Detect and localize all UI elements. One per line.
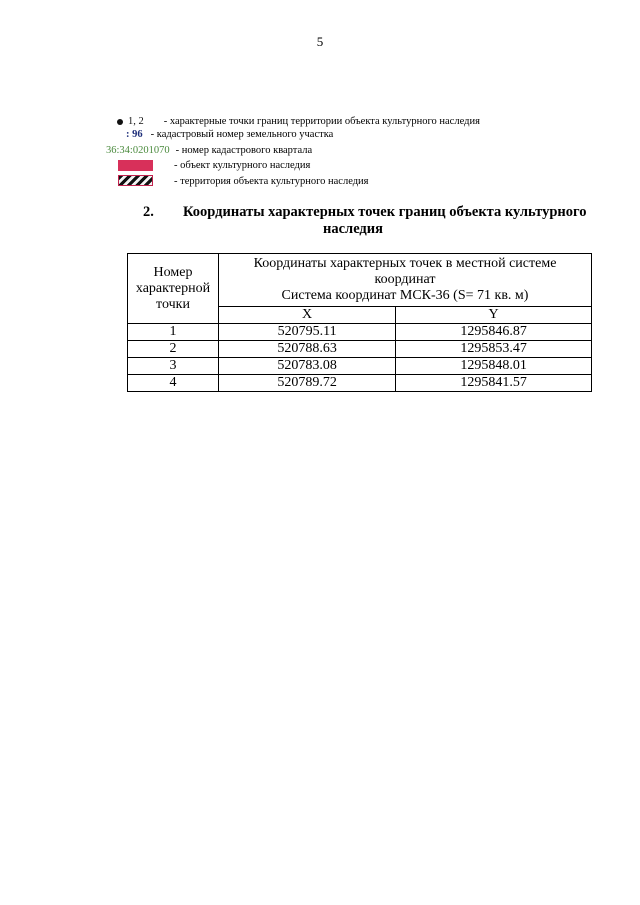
legend-item-parcel — [126, 129, 333, 141]
point-number: 3 — [128, 358, 219, 375]
coordinate-system-label: Система координат МСК-36 (S= 71 кв. м) — [281, 288, 529, 303]
heritage-territory-swatch-icon — [118, 175, 153, 186]
legend-text: - номер кадастрового квартала — [175, 145, 313, 156]
coordinates-table — [127, 253, 592, 392]
page-number: 5 — [316, 34, 324, 49]
table-row — [128, 324, 592, 341]
legend-item-points — [117, 116, 480, 128]
header-line: точки — [156, 296, 190, 312]
header-line: Координаты характерных точек в местной системе — [253, 256, 557, 271]
y-value: 1295841.57 — [396, 375, 592, 392]
heritage-object-swatch-icon — [118, 160, 153, 171]
x-value: 520789.72 — [219, 375, 396, 392]
legend-item-quarter — [106, 145, 312, 157]
table-header-row — [128, 254, 592, 307]
legend-text: - кадастровый номер земельного участка — [150, 129, 334, 140]
legend-item-territory — [174, 176, 369, 188]
header-line: характерной — [135, 280, 211, 296]
legend-code: : 96 — [126, 129, 143, 140]
header-line: координат — [374, 272, 436, 287]
legend-text: - характерные точки границ территории объекта культурного наследия — [163, 116, 480, 127]
point-number: 2 — [128, 341, 219, 358]
x-header: X — [219, 307, 396, 324]
legend-code: 1, 2 — [128, 116, 144, 127]
table-row — [128, 358, 592, 375]
point-marker-icon — [117, 119, 123, 125]
legend-text: - объект культурного наследия — [174, 160, 311, 171]
point-number: 4 — [128, 375, 219, 392]
y-value: 1295846.87 — [396, 324, 592, 341]
coordinates-header — [219, 254, 592, 307]
x-value: 520788.63 — [219, 341, 396, 358]
y-header: Y — [396, 307, 592, 324]
point-number: 1 — [128, 324, 219, 341]
y-value: 1295848.01 — [396, 358, 592, 375]
header-line: Номер — [153, 264, 193, 280]
x-value: 520795.11 — [219, 324, 396, 341]
table-row — [128, 375, 592, 392]
legend-item-object — [174, 160, 310, 172]
x-value: 520783.08 — [219, 358, 396, 375]
y-value: 1295853.47 — [396, 341, 592, 358]
table-row — [128, 341, 592, 358]
point-number-header — [128, 254, 219, 324]
section-title: Координаты характерных точек границ объекта культурного — [183, 204, 587, 220]
legend-code: 36:34:0201070 — [106, 145, 170, 156]
section-number: 2. — [143, 204, 154, 220]
section-title-continued: наследия — [323, 221, 383, 237]
legend-text: - территория объекта культурного наследия — [174, 176, 369, 187]
